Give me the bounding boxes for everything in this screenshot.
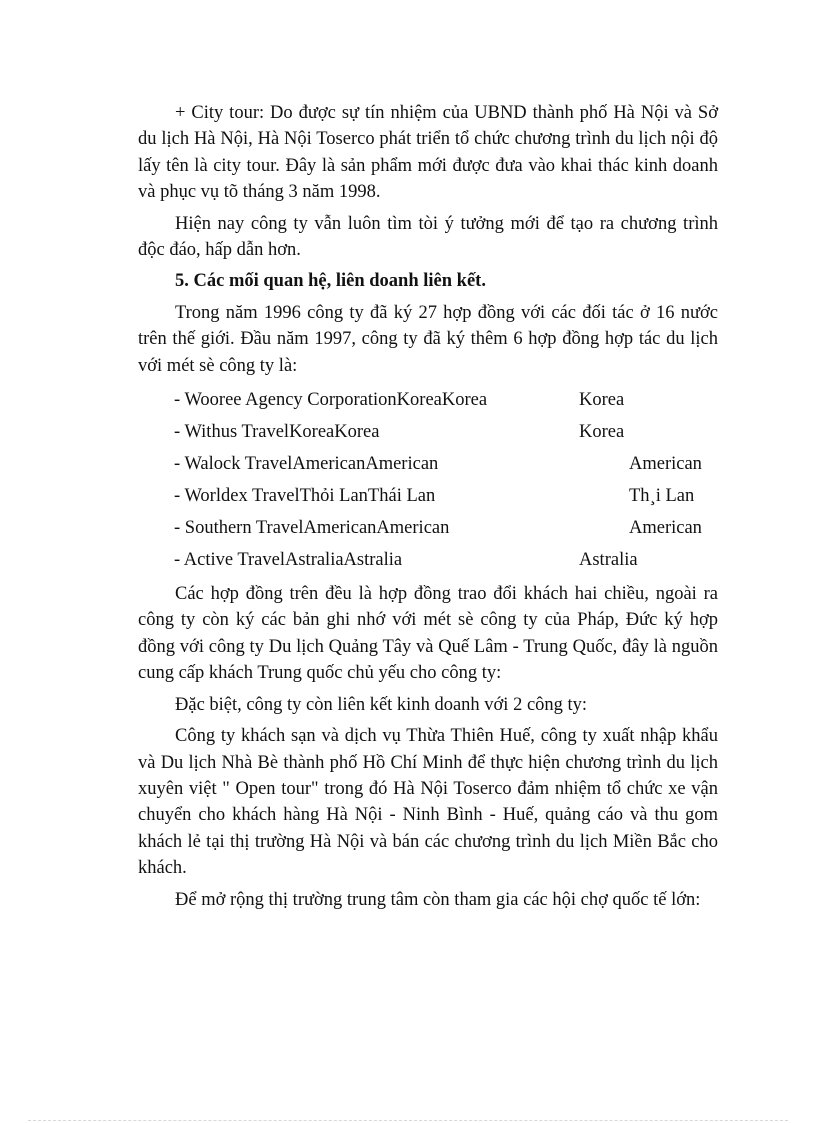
partner-country: Astralia bbox=[579, 550, 638, 571]
partner-country: American bbox=[629, 454, 702, 475]
new-ideas-paragraph: Hiện nay công ty vẫn luôn tìm tòi ý tưởng mới để tạo ra chương trình độc đáo, hấp dẫn hơn. bbox=[138, 213, 718, 261]
partner-name: - Walock TravelAmericanAmerican bbox=[174, 454, 439, 475]
document-body bbox=[138, 100, 718, 918]
section-heading: 5. Các mối quan hệ, liên doanh liên kết. bbox=[175, 271, 486, 292]
partner-name: - Active TravelAstraliaAstralia bbox=[174, 550, 403, 571]
memorandum-paragraph: Các hợp đồng trên đều là hợp đồng trao đổi khách hai chiều, ngoài ra công ty còn ký các bản ghi nhớ với mét sè công ty của Pháp, Đức ký hợp đồng với công ty Du lịch Quảng Tây và Quế Lâm - Trung Quốc, đây là nguồn cung cấp khách Trung quốc chủ yếu cho công ty: bbox=[138, 584, 718, 684]
partner-name: - Wooree Agency CorporationKoreaKorea bbox=[174, 390, 488, 411]
partner-country: Korea bbox=[579, 422, 625, 443]
partner-country: Korea bbox=[579, 390, 625, 411]
partner-row bbox=[138, 544, 718, 576]
partner-name: - Worldex TravelThỏi LanThái Lan bbox=[174, 486, 436, 507]
partner-row bbox=[138, 512, 718, 544]
special-partners-paragraph: Đặc biệt, công ty còn liên kết kinh doanh với 2 công ty: bbox=[175, 694, 588, 715]
partner-country: Th¸i Lan bbox=[629, 486, 695, 507]
partner-list bbox=[138, 384, 718, 576]
partner-row bbox=[138, 416, 718, 448]
page-bottom-divider bbox=[28, 1120, 788, 1121]
partner-name: - Southern TravelAmericanAmerican bbox=[174, 518, 450, 539]
contracts-intro-paragraph: Trong năm 1996 công ty đã ký 27 hợp đồng với các đối tác ở 16 nước trên thế giới. Đầu năm 1997, công ty đã ký thêm 6 hợp đồng hợp tác du lịch với mét sè công ty là: bbox=[138, 302, 718, 376]
trade-fair-paragraph: Để mở rộng thị trường trung tâm còn tham gia các hội chợ quốc tế lớn: bbox=[175, 889, 701, 910]
partner-name: - Withus TravelKoreaKorea bbox=[174, 422, 380, 443]
partner-country: American bbox=[629, 518, 702, 539]
partner-row bbox=[138, 448, 718, 480]
partner-row bbox=[138, 480, 718, 512]
partner-row bbox=[138, 384, 718, 416]
open-tour-paragraph: Công ty khách sạn và dịch vụ Thừa Thiên Huế, công ty xuất nhập khẩu và Du lịch Nhà Bè thành phố Hồ Chí Minh để thực hiện chương trình du lịch xuyên việt " Open tour" trong đó Hà Nội Toserco đảm nhiệm tổ chức xe vận chuyển cho khách hàng Hà Nội - Ninh Bình - Huế, quảng cáo và thu gom khách lẻ tại thị trường Hà Nội và bán các chương trình du lịch Miền Bắc cho khách. bbox=[138, 726, 718, 879]
city-tour-paragraph: + City tour: Do được sự tín nhiệm của UBND thành phố Hà Nội và Sở du lịch Hà Nội, Hà Nội Toserco phát triển tổ chức chương trình du lịch nội độ lấy tên là city tour. Đây là sản phẩm mới được đưa vào khai thác kinh doanh và phục vụ tõ tháng 3 năm 1998. bbox=[138, 103, 718, 203]
